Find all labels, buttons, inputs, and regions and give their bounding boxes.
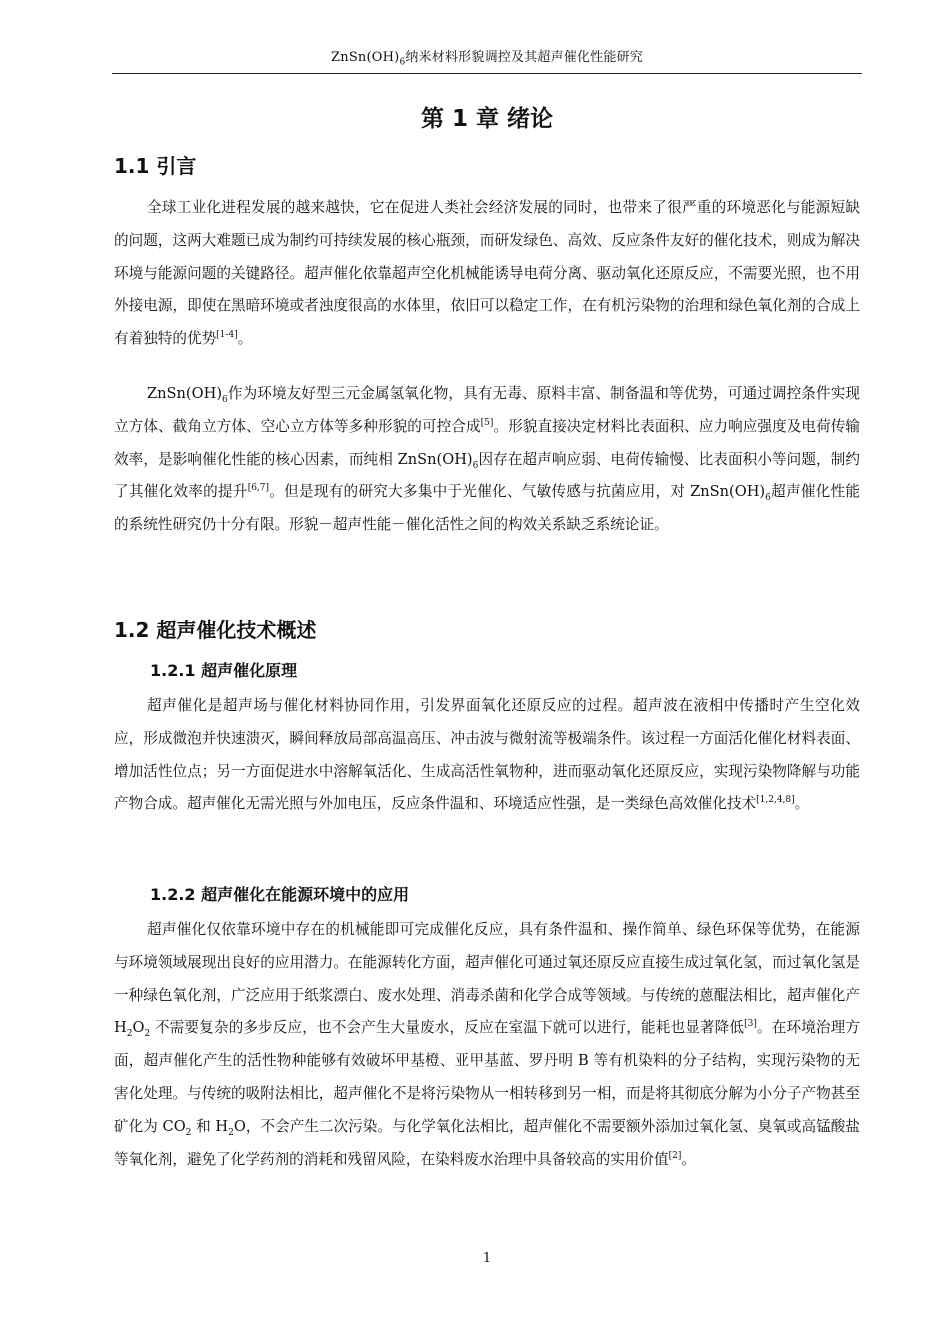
paragraph-text: O，不会产生二次污染。与化学氧化法相比，超声催化不需要额外添加过氧化氢、臭氧或高锰酸盐等氧化剂，避免了化学药剂的消耗和残留风险，在染料废水治理中具备较高的实用价值 xyxy=(114,1117,860,1168)
subscript: 6 xyxy=(222,394,228,405)
paragraph-text: O xyxy=(132,1019,145,1037)
subscript: 2 xyxy=(144,1029,151,1040)
paragraph-text: 超声催化是超声场与催化材料协同作用，引发界面氧化还原反应的过程。超声波在液相中传播时产生空化效应，形成微泡并快速溃灭，瞬间释放局部高温高压、冲击波与微射流等极端条件。该过程一方面活化催化材料表面、增加活性位点；另一方面促进水中溶解氧活化、生成高活性氧物种，进而驱动氧化还原反应，实现污染物降解与功能产物合成。超声催化无需光照与外加电压，反应条件温和、环境适应性强，是一类绿色高效催化技术 xyxy=(114,697,860,813)
paragraph-text: 。 xyxy=(237,330,253,348)
running-header-subscript: 6 xyxy=(399,57,406,68)
running-header-text-cont: 纳米材料形貌调控及其超声催化性能研究 xyxy=(405,50,643,65)
paragraph-text: 。形貌直接决定材料比表面积、应力响应强度及电荷传输效率，是影响催化性能的核心因素，而纯相 ZnSn(OH) xyxy=(114,417,860,468)
citation: [1-4] xyxy=(216,330,238,341)
subscript: 6 xyxy=(472,460,479,471)
section-heading-1-2: 1.2 超声催化技术概述 xyxy=(114,618,317,642)
citation: [2] xyxy=(668,1150,682,1161)
header-rule xyxy=(112,73,862,74)
paragraph-applications xyxy=(114,914,860,1176)
citation: [5] xyxy=(480,417,494,428)
paragraph-text: 全球工业化进程发展的越来越快，它在促进人类社会经济发展的同时，也带来了很严重的环境恶化与能源短缺的问题，这两大难题已成为制约可持续发展的核心瓶颈，而研发绿色、高效、反应条件友好的催化技术，则成为解决环境与能源问题的关键路径。超声催化依靠超声空化机械能诱导电荷分离、驱动氧化还原反应，不需要光照，也不用外接电源，即使在黑暗环境或者浊度很高的水体里，依旧可以稳定工作，在有机污染物的治理和绿色氧化剂的合成上有着独特的优势 xyxy=(114,199,860,348)
paragraph-principle xyxy=(114,690,860,821)
paragraph-text: 。 xyxy=(681,1150,696,1168)
subsection-heading-1-2-2: 1.2.2 超声催化在能源环境中的应用 xyxy=(150,885,410,904)
subscript: 2 xyxy=(185,1127,192,1138)
paragraph-text: 因存在超声响应弱、电荷传输慢、比表面积小等问题，制约了其催化效率的提升 xyxy=(114,450,860,501)
page-number: 1 xyxy=(482,1251,492,1266)
running-header xyxy=(112,46,862,68)
paragraph-text: 和 H xyxy=(191,1117,229,1135)
chapter-title: 第 1 章 绪论 xyxy=(420,106,554,132)
paragraph-intro xyxy=(114,192,860,356)
paragraph-text: 。但是现有的研究大多集中于光催化、气敏传感与抗菌应用，对 ZnSn(OH) xyxy=(269,483,766,501)
subscript: 2 xyxy=(228,1127,234,1138)
running-header-text: ZnSn(OH) xyxy=(331,50,400,65)
citation: [3] xyxy=(744,1019,757,1030)
paragraph-text: 。在环境治理方面，超声催化产生的活性物种能够有效破坏甲基橙、亚甲基蓝、罗丹明 B 等有机染料的分子结构，实现污染物的无害化处理。与传统的吸附法相比，超声催化不是将污染物从一相转移到另一相，而是将其彻底分解为小分子产物甚至矿化为 CO xyxy=(114,1019,860,1135)
paragraph-znsn xyxy=(114,378,860,542)
paragraph-text: 。 xyxy=(794,795,810,813)
section-heading-1-1: 1.1 引言 xyxy=(114,154,197,178)
citation: [1,2,4,8] xyxy=(756,795,795,806)
paragraph-text: 作为环境友好型三元金属氢氧化物，具有无毒、原料丰富、制备温和等优势，可通过调控条件实现立方体、截角立方体、空心立方体等多种形貌的可控合成 xyxy=(114,385,860,435)
paragraph-text: 超声催化性能的系统性研究仍十分有限。形貌－超声性能－催化活性之间的构效关系缺乏系统论证。 xyxy=(114,483,860,534)
subscript: 6 xyxy=(765,493,771,504)
citation: [6,7] xyxy=(247,483,270,494)
paragraph-text: 超声催化仅依靠环境中存在的机械能即可完成催化反应，具有条件温和、操作简单、绿色环保等优势，在能源与环境领域展现出良好的应用潜力。在能源转化方面，超声催化可通过氧还原反应直接生成过氧化氢，而过氧化氢是一种绿色氧化剂，广泛应用于纸浆漂白、废水处理、消毒杀菌和化学合成等领域。与传统的蒽醌法相比，超声催化产 H xyxy=(114,921,860,1037)
subsection-heading-1-2-1: 1.2.1 超声催化原理 xyxy=(150,661,298,680)
paragraph-text: ZnSn(OH) xyxy=(147,385,223,402)
subscript: 2 xyxy=(126,1029,133,1040)
paragraph-text: 不需要复杂的多步反应，也不会产生大量废水，反应在室温下就可以进行，能耗也显著降低 xyxy=(150,1019,745,1037)
